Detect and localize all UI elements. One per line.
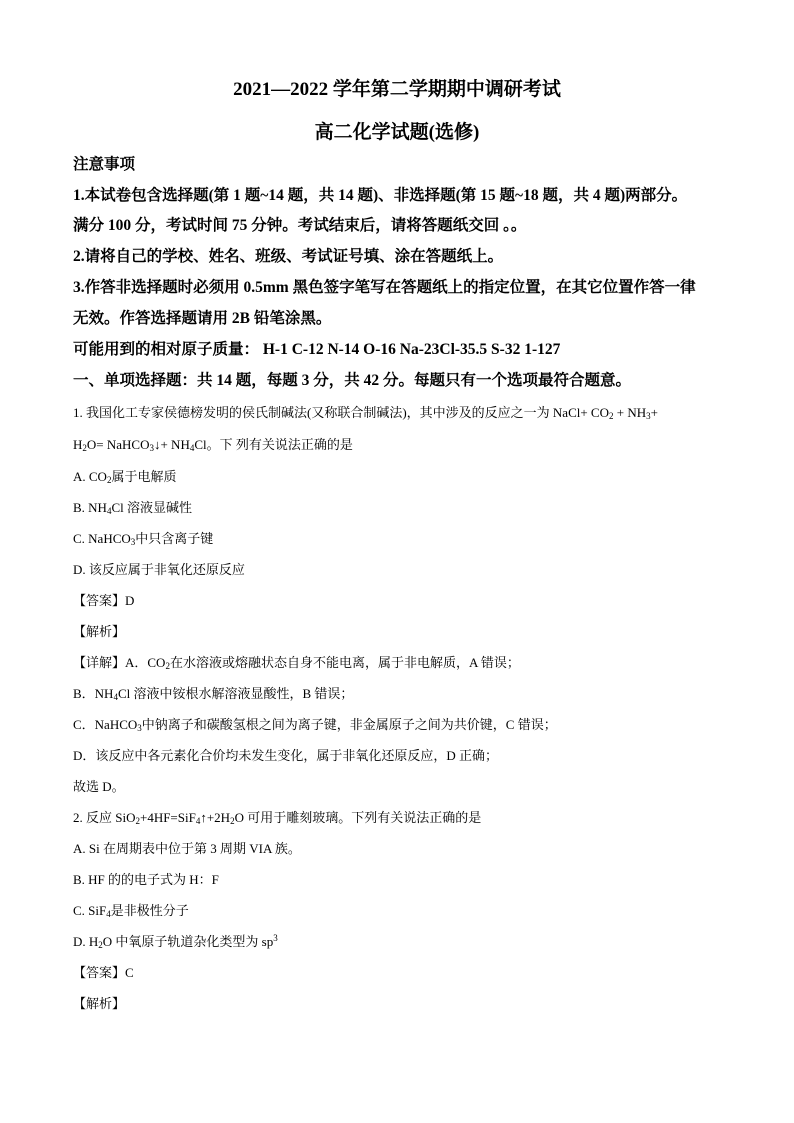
question-2-option-d: D. $H_2O$ 中氧原子轨道杂化类型为 $sp^3$ [73, 933, 278, 950]
atomic-mass-line: 可能用到的相对原子质量： H-1 C-12 N-14 O-16 Na-23Cl-35.5 S-32 1-127 [73, 341, 561, 358]
question-1-detail-c: C．NaHCO$_3$中钠离子和碳酸氢根之间为离子键，非金属原子之间为共价键，C 错误； [73, 717, 557, 733]
question-1-option-c: C. NaHCO$_3$中只含离子键 [73, 531, 214, 547]
notice-item-3-line-2: 无效。作答选择题请用 2B 铅笔涂黑。 [73, 310, 332, 327]
question-1-option-b: B. $NH_4Cl$ 溶液显碱性 [73, 500, 192, 516]
question-2-option-a: A. Si 在周期表中位于第 3 周期 VIA 族。 [73, 841, 301, 856]
question-2-analysis-label: 【解析】 [73, 996, 126, 1011]
notice-item-2: 2.请将自己的学校、姓名、班级、考试证号填、涂在答题纸上。 [73, 248, 504, 265]
question-1-detail-b: B．$NH_4Cl$ 溶液中铵根水解溶液显酸性，B 错误； [73, 686, 354, 702]
question-1-option-a: A. $CO_2$属于电解质 [73, 469, 177, 485]
question-1-detail-d: D．该反应中各元素化合价均未发生变化，属于非氧化还原反应，D 正确； [73, 748, 499, 763]
section-1-heading: 一、单项选择题：共 14 题，每题 3 分，共 42 分。每题只有一个选项最符合题意。 [73, 372, 632, 389]
question-1-option-d: D. 该反应属于非氧化还原反应 [73, 562, 245, 577]
question-1-detail-a: 【详解】A．$CO_2$在水溶液或熔融状态自身不能电离，属于非电解质，A 错误； [73, 655, 520, 671]
page-subtitle: 高二化学试题(选修) [314, 122, 480, 143]
notice-item-1-line-1: 1.本试卷包含选择题(第 1 题~14 题，共 14 题)、非选择题(第 15 题~18 题，共 4 题)两部分。 [73, 187, 688, 204]
notice-heading: 注意事项 [73, 156, 136, 173]
question-1-analysis-label: 【解析】 [73, 624, 126, 639]
question-2-answer: 【答案】C [73, 965, 134, 980]
question-1-stem-line-2: $H_2O=$ NaHCO$_3$↓+ $NH_4Cl$。下 列有关说法正确的是 [73, 437, 353, 453]
question-2-option-c: C. SiF$_4$是非极性分子 [73, 903, 189, 919]
page-title: 2021—2022 学年第二学期期中调研考试 [233, 79, 561, 100]
question-2-option-b: B. HF 的的电子式为 H：F [73, 872, 219, 887]
question-1-stem-line-1: 1. 我国化工专家侯德榜发明的侯氏制碱法(又称联合制碱法)，其中涉及的反应之一为 NaCl+ $CO_2 + NH_3+$ [73, 405, 658, 421]
notice-item-1-line-2: 满分 100 分，考试时间 75 分钟。考试结束后，请将答题纸交回 。。 [73, 217, 527, 234]
question-1-conclusion: 故选 D。 [73, 779, 125, 794]
notice-item-3-line-1: 3.作答非选择题时必须用 0.5mm 黑色签字笔写在答题纸上的指定位置，在其它位置作答一律 [73, 279, 696, 296]
question-1-answer: 【答案】D [73, 593, 135, 608]
question-2-stem: 2. 反应 $SiO_2+4HF=SiF_4↑+2H_2O$ 可用于雕刻玻璃。下列有关说法正确的是 [73, 810, 482, 826]
